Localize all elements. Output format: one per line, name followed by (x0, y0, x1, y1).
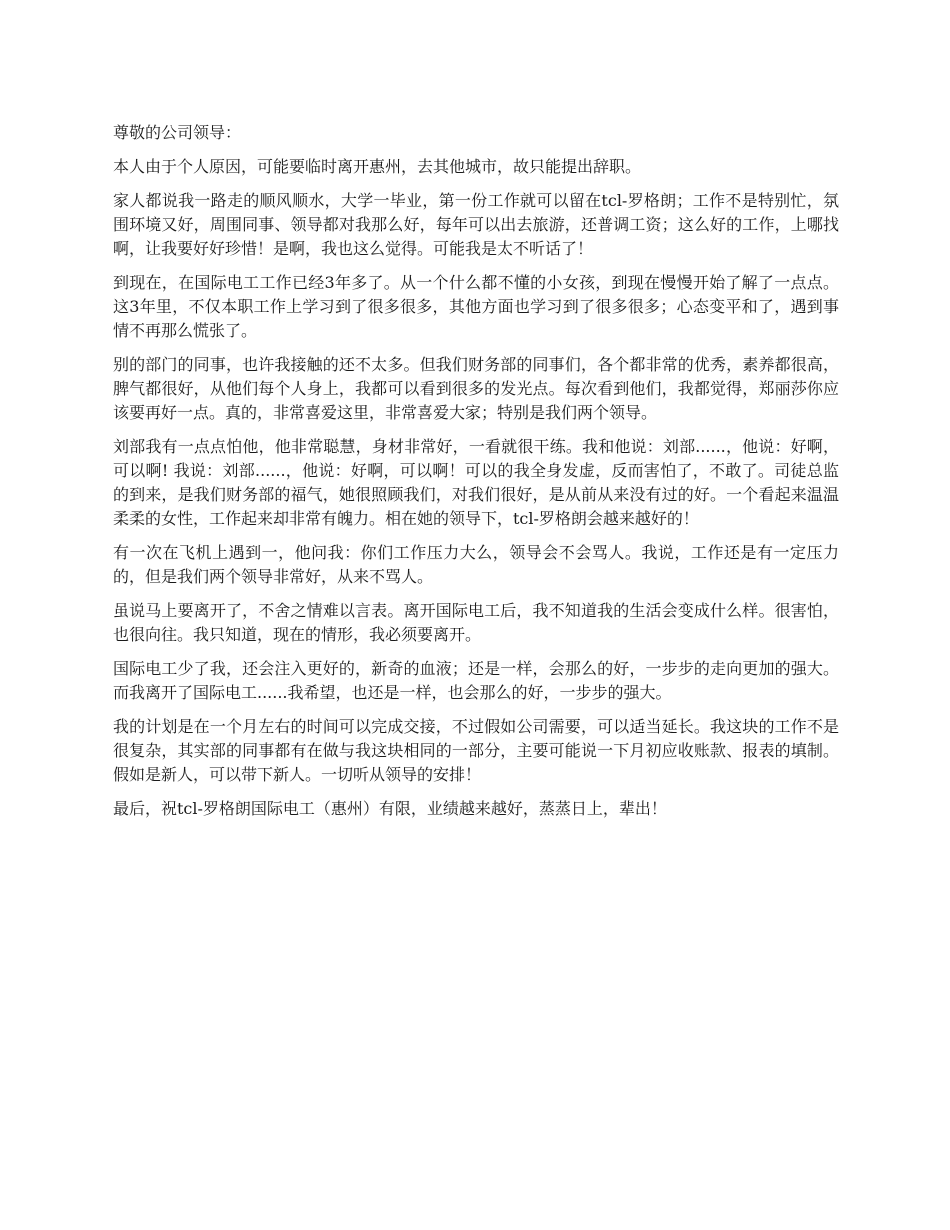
paragraph: 别的部门的同事，也许我接触的还不太多。但我们财务部的同事们，各个都非常的优秀，素养都很高，脾气都很好，从他们每个人身上，我都可以看到很多的发光点。每次看到他们，我都觉得，郑丽莎你应该要再好一点。真的，非常喜爱这里，非常喜爱大家；特别是我们两个领导。 (113, 355, 839, 422)
paragraph: 虽说马上要离开了，不舍之情难以言表。离开国际电工后，我不知道我的生活会变成什么样。很害怕，也很向往。我只知道，现在的情形，我必须要离开。 (113, 601, 839, 644)
paragraph: 到现在，在国际电工工作已经3年多了。从一个什么都不懂的小女孩，到现在慢慢开始了解了一点点。这3年里，不仅本职工作上学习到了很多很多，其他方面也学习到了很多很多；心态变平和了，遇到事情不再那么慌张了。 (113, 273, 839, 340)
paragraph: 刘部我有一点点怕他，他非常聪慧，身材非常好，一看就很干练。我和他说：刘部......，他说：好啊，可以啊! 我说：刘部......，他说：好啊，可以啊！可以的我全身发虚，反而害怕了，不敢了。司徒总监的到来，是我们财务部的福气，她很照顾我们，对我们很好，是从前从来没有过的好。一个看起来温温柔柔的女性，工作起来却非常有魄力。相在她的领导下，tcl-罗格朗会越来越好的！ (113, 437, 839, 528)
paragraph: 国际电工少了我，还会注入更好的，新奇的血液；还是一样，会那么的好，一步步的走向更加的强大。而我离开了国际电工......我希望，也还是一样，也会那么的好，一步步的强大。 (113, 659, 839, 702)
closing-paragraph: 最后，祝tcl-罗格朗国际电工（惠州）有限，业绩越来越好，蒸蒸日上，辈出！ (113, 799, 667, 818)
letter-body (113, 121, 839, 831)
paragraph: 有一次在飞机上遇到一，他问我：你们工作压力大么，领导会不会骂人。我说，工作还是有一定压力的，但是我们两个领导非常好，从来不骂人。 (113, 543, 839, 586)
paragraph: 我的计划是在一个月左右的时间可以完成交接，不过假如公司需要，可以适当延长。我这块的工作不是很复杂，其实部的同事都有在做与我这块相同的一部分，主要可能说一下月初应收账款、报表的填制。假如是新人，可以带下新人。一切听从领导的安排！ (113, 717, 839, 784)
paragraph: 本人由于个人原因，可能要临时离开惠州，去其他城市，故只能提出辞职。 (113, 157, 642, 176)
paragraph: 家人都说我一路走的顺风顺水，大学一毕业，第一份工作就可以留在tcl-罗格朗；工作不是特别忙，氛围环境又好，周围同事、领导都对我那么好，每年可以出去旅游，还普调工资；这么好的工作，上哪找啊，让我要好好珍惜！是啊，我也这么觉得。可能我是太不听话了！ (113, 191, 839, 258)
salutation: 尊敬的公司领导： (113, 123, 242, 142)
